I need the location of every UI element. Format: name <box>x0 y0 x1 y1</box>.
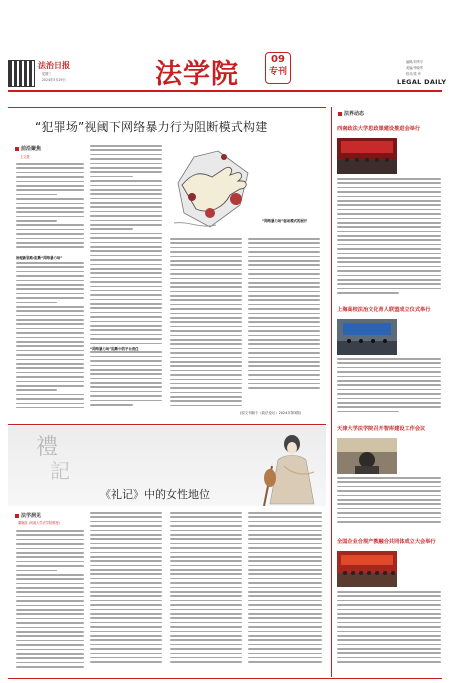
article2-art-char2: 記 <box>50 459 70 483</box>
sidebar-section-head: 法界动态 <box>338 110 364 117</box>
section-title: 法学院 <box>155 59 239 90</box>
article1-subhead1: 治理新思路:阻断“网络暴力场” <box>16 255 84 260</box>
article1-illustration <box>170 143 256 233</box>
article-divider <box>8 424 326 425</box>
editor-3: 校对/梁 斧 <box>406 72 421 76</box>
sidebar-news-body-3 <box>337 477 441 532</box>
hand-stop-illustration <box>170 143 256 233</box>
meeting-photo-1 <box>337 138 397 174</box>
article1-section-head: 前沿聚焦 <box>15 145 41 152</box>
meeting-photo-4 <box>337 551 397 587</box>
sidebar-news-title-2[interactable]: 上海高校法治文化育人联盟成立仪式举行 <box>337 307 431 313</box>
sidebar-news-title-4[interactable]: 全国企业合规产教融合共同体成立大会举行 <box>337 539 436 545</box>
article2-col1 <box>16 530 84 675</box>
article1-col3 <box>170 238 242 418</box>
meeting-photo-2 <box>337 319 397 355</box>
editor-2: 美编/李晓军 <box>406 66 424 70</box>
sidebar-news-photo-1 <box>337 138 397 174</box>
sidebar-news-photo-2 <box>337 319 397 355</box>
page-number-box <box>265 52 291 84</box>
article1-title: “犯罪场”视阈下网络暴力行为阻断模式构建 <box>35 120 268 134</box>
masthead-rule <box>8 90 442 92</box>
section-marker-icon <box>15 514 19 518</box>
sidebar-news-photo-4 <box>337 551 397 587</box>
article1-subhead2: “网络暴力场”驱动模式的展开 <box>262 219 308 223</box>
sidebar-news-body-4 <box>337 591 441 675</box>
sidebar-news-photo-3 <box>337 438 397 474</box>
sidebar-news-body-2 <box>337 358 441 420</box>
date-line: 星期三 <box>42 72 52 76</box>
english-name: LEGAL DAILY <box>397 78 447 86</box>
article2-col2 <box>90 512 162 675</box>
bottom-rule <box>8 678 442 679</box>
meeting-photo-3 <box>337 438 397 474</box>
article1-col2 <box>90 145 162 415</box>
article2-col4 <box>248 512 322 675</box>
article2-author: 董晓波 (河南大学法学院教授) <box>18 521 60 525</box>
article1-col1b <box>16 262 84 412</box>
article1-subhead3: “网络暴力场”阻断中的平台责任 <box>90 346 162 351</box>
article1-col4 <box>248 238 320 403</box>
section-marker-icon <box>338 112 342 116</box>
sidebar-news-title-1[interactable]: 西南政法大学思政课建设推进会举行 <box>337 126 421 132</box>
section-marker-icon <box>15 147 19 151</box>
page-label: 专刊 <box>268 67 287 77</box>
article2-title: 《礼记》中的女性地位 <box>100 488 210 501</box>
editor-1: 编辑/刘秀平 <box>406 60 424 64</box>
page-number: 09 <box>271 54 285 65</box>
article2-illustration <box>258 426 324 506</box>
article2-art-char1: 禮 <box>36 435 59 460</box>
date-sub: 2024年5月29日 <box>42 78 66 82</box>
article2-section-head: 法学洞见 <box>15 512 41 519</box>
article2-col3 <box>170 512 242 675</box>
sidebar-news-body-1 <box>337 178 441 306</box>
paper-logo: 法治日报 <box>38 60 70 70</box>
article1-source: (原文刊载于《政法论坛》2024年第3期) <box>240 411 301 415</box>
sidebar-rule <box>331 107 332 677</box>
qr-code <box>8 60 35 87</box>
woman-playing-instrument-illustration <box>258 426 324 506</box>
sidebar-news-title-3[interactable]: 天津大学法学院召开智库建设工作会议 <box>337 426 426 432</box>
article1-author: 王文甜 <box>20 155 30 159</box>
